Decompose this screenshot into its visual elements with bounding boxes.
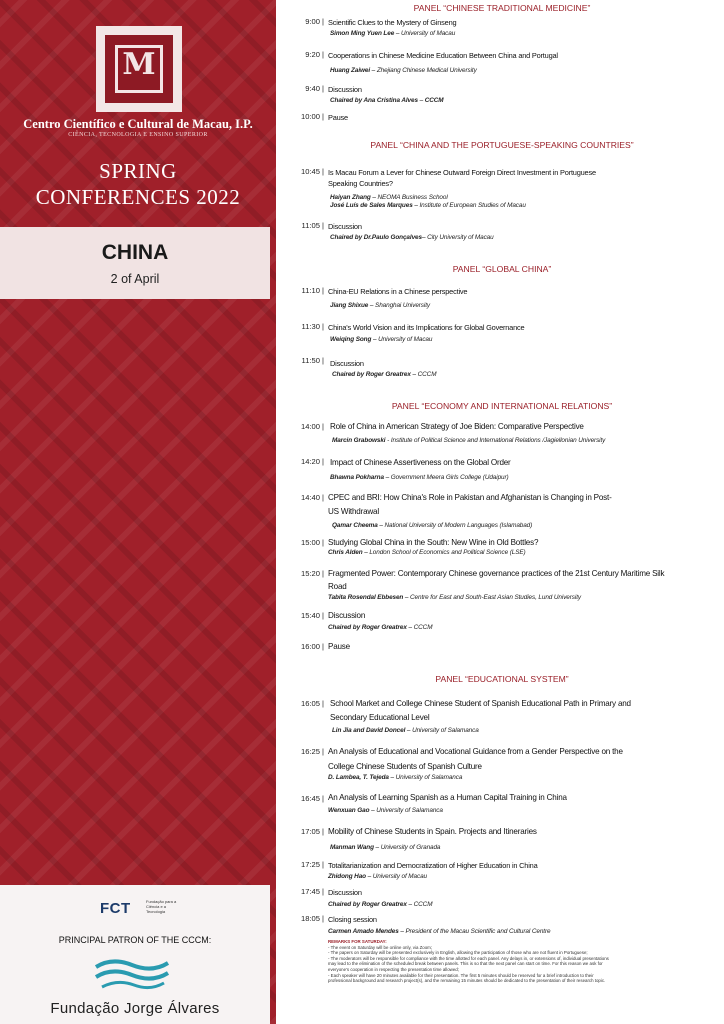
speaker-name: Huang Zaiwei — [330, 67, 370, 74]
session-chair: Chaired by Dr.Paulo Gonçalves– City University of Macau — [330, 234, 494, 241]
session-title: Discussion — [328, 85, 362, 94]
session-speaker: Haiyan Zhang – NEOMA Business School — [330, 194, 448, 201]
session-chair: Chaired by Roger Greatrex – CCCM — [332, 371, 437, 378]
speaker-affiliation: University of Salamanca — [395, 774, 463, 781]
session-speaker: Qamar Cheema – National University of Modern Languages (Islamabad) — [332, 522, 533, 529]
session-title-line1: CPEC and BRI: How China's Role in Pakistan and Afghanistan is Changing in Post- — [328, 493, 612, 502]
remarks-line: - The moderators will be responsible for compliance with the time allotted for each panel. Any delays in, or extensions of, individual presentations may lead to the elimination of the scheduled break between panels. This is so that the next panel can start on time. For this reason we ask for everyone's cooperation in respecting the presentation time allowed; — [328, 955, 609, 972]
speaker-affiliation: Shanghai University — [375, 302, 430, 309]
chair-name: Chaired by Roger Greatrex — [328, 901, 407, 908]
chair-name: Chaired by Ana Cristina Alves — [330, 97, 418, 104]
chair-affiliation: CCCM — [413, 901, 433, 908]
session-speaker: Bhawna Pokharna – Government Meera Girls College (Udaipur) — [330, 474, 509, 481]
session-speaker: Lin Jia and David Doncel – University of Salamanca — [332, 727, 479, 734]
session-chair: Chaired by Ana Cristina Alves – CCCM — [330, 97, 444, 104]
session-time: 9:20 — [305, 50, 320, 59]
session-title: Cooperations in Chinese Medicine Education Between China and Portugal — [328, 51, 558, 60]
programme: PANEL “CHINESE TRADITIONAL MEDICINE” 9:00 | Scientific Clues to the Mystery of Ginseng Simon Ming Yuen Lee – University of Macau 9:20 | Cooperations in Chinese Medicine Education Between China and Portugal Huang Zaiwei – Zhejiang Chinese Medical University 9:40 | Discussion Chaired by Ana Cristina Alves – CCCM 10:00 | Pause PANEL “CHINA AND THE PORTUGUESE-SPEAKING COUNTRIES” 10:45 | Is Macau Forum a Lever for Chinese Outward Foreign Direct Investment in Portuguese Speaking Countries? Haiyan Zhang – NEOMA Business School José Luís de Sales Marques – Institute of European Studies of Macau 11:05 | Discussion Chaired by Dr.Paulo Gonçalves– City University of Macau PANEL “GLOBAL CHINA” 11:10 | China-EU Relations in a Chinese perspective Jiang Shixue – Shanghai University 11:30 | China's World Vision and its Implications for Global Governance Weiqing Song – University of Macau 11:50 | Discussion Chaired by Roger Greatrex – CCCM PANEL “ECONOMY AND INTERNATIONAL RELATIONS” 14:00 | Role of China in American Strategy of Joe Biden: Comparative Perspective Marcin Grabowski - Institute of Political Science and International Relations /Jagiellonian University 14:20 | Impact of Chinese Assertiveness on the Global Order Bhawna Pokharna – Government Meera Girls College (Udaipur) 14:40 | CPEC and BRI: How China's Role in Pakistan and Afghanistan is Changing in Post- US Withdrawal Qamar Cheema – National University of Modern Languages (Islamabad) 15:00 | Studying Global China in the South: New Wine in Old Bottles? Chris Alden – London School of Economics and Political Science (LSE) 15:20 | Fragmented Power: Contemporary Chinese governance practices of the 21st Century Maritime Silk Road Tabita Rosendal Ebbesen – Centre for East and South-East Asian Studies, Lund University 15:40 | Discussion Chaired by Roger Greatrex – CCCM 16:00 | Pause PANEL “EDUCATIONAL SYSTEM” 16:05 | School Market and College Chinese Student of Spanish Educational Path in Primary and Secondary Educational Level Lin Jia and David Doncel – University of Salamanca 16:25 | An Analysis of Educational and Vocational Guidance from a Gender Perspective on the College Chinese Students of Spanish Culture D. Lambea, T. Tejeda – University of Salamanca 16:45 | An Analysis of Learning Spanish as a Human Capital Training in China Wenxuan Gao – University of Salamanca 17:05 | Mobility of Chinese Students in Spain. Projects and Itineraries Manman Wang – University of Granada 17:25 | Totalitarianization and Democratization of Higher Education in China Zhidong Hao – University of Macau 17:45 | Discussion Chaired by Roger Greatrex – CCCM 18:05 | Closing session Carmen Amado Mendes – President of the Macau Scientific and Cultural Centre REMARKS FOR SATURDAY: - The event on Saturday will be online only, via Zoom; - The papers on Saturday will be presented exclusively in English, allowing the participation of those who are not fluent in Portuguese; - The moderators will be responsible for compliance with the time allotted for each panel. Any delays in, or extensions of, individual presentations may lead to the elimination of the scheduled break between panels. This is so that the next panel can start on time. For this reason we ask for everyone's cooperation in respecting the presentation time allowed; - Each speaker will have 20 minutes available for their presentation. The first 5 minutes should be reserved for a brief introduction to their professional background and research project(s), and the remaining 15 minutes should be dedicated to the presentation of their research topic. — [280, 0, 724, 1024]
session-time: 11:10 — [301, 286, 320, 295]
session-title-line2: Speaking Countries? — [328, 179, 393, 188]
speaker-affiliation: University of Salamanca — [412, 727, 479, 734]
panel-title: PANEL “CHINESE TRADITIONAL MEDICINE” — [413, 3, 591, 13]
speaker-affiliation: Government Meera Girls College (Udaipur) — [390, 474, 509, 481]
session-speaker: Marcin Grabowski - Institute of Political Science and International Relations /Jagiellonian University — [332, 437, 606, 444]
panel-title: PANEL “EDUCATIONAL SYSTEM” — [435, 674, 569, 684]
speaker-name: Bhawna Pokharna — [330, 474, 384, 481]
session-time: 17:45 — [300, 887, 320, 896]
speaker-affiliation: National University of Modern Languages (Islamabad) — [384, 522, 533, 529]
session-time: 10:00 — [300, 112, 320, 121]
session-time: 16:00 — [300, 642, 320, 651]
speaker-name: Weiqing Song — [330, 336, 372, 343]
event-date: 2 of April — [110, 272, 160, 286]
speaker-affiliation: London School of Economics and Political Science (LSE) — [369, 549, 526, 556]
session-time: 11:05 — [301, 221, 320, 230]
session-title-line2: Road — [328, 582, 347, 591]
session-title-line2: Secondary Educational Level — [330, 713, 430, 722]
cccm-logo — [96, 26, 182, 112]
session-time: 11:50 — [301, 356, 320, 365]
session-title: Closing session — [328, 915, 377, 924]
topic-title: CHINA — [101, 241, 169, 264]
session-time: 9:00 — [305, 17, 320, 26]
session-title: Pause — [328, 113, 348, 122]
event-title — [0, 158, 276, 210]
speaker-name: Tabita Rosendal Ebbesen — [328, 594, 404, 601]
speaker-affiliation: University of Granada — [380, 844, 441, 851]
speaker-affiliation: President of the Macau Scientific and Cultural Centre — [405, 928, 551, 935]
speaker-name: Haiyan Zhang — [330, 194, 371, 201]
session-title: China's World Vision and its Implications for Global Governance — [328, 323, 525, 332]
remarks-line: - The papers on Saturday will be presented exclusively in English, allowing the participation of those who are not fluent in Portuguese; — [328, 950, 588, 956]
session-title: Pause — [328, 642, 350, 651]
fct-logo-text: Fundação para a Ciência e a Tecnologia — [146, 899, 177, 914]
sidebar — [0, 0, 276, 1024]
speaker-name: D. Lambea, T. Tejeda — [328, 774, 389, 781]
session-speaker: Wenxuan Gao – University of Salamanca — [328, 807, 443, 814]
speaker-affiliation: University of Macau — [378, 336, 433, 343]
speaker-name: Marcin Grabowski — [332, 437, 386, 444]
session-title-line1: School Market and College Chinese Student of Spanish Educational Path in Primary and — [330, 699, 631, 708]
panel-title: PANEL “CHINA AND THE PORTUGUESE-SPEAKING COUNTRIES” — [370, 140, 634, 150]
session-speaker: José Luís de Sales Marques – Institute of European Studies of Macau — [330, 202, 526, 209]
panel-title: PANEL “ECONOMY AND INTERNATIONAL RELATIONS” — [391, 401, 613, 411]
chair-affiliation: CCCM — [413, 624, 433, 631]
speaker-name: Wenxuan Gao — [328, 807, 370, 814]
org-subtitle: CIÊNCIA, TECNOLOGIA E ENSINO SUPERIOR — [68, 132, 208, 138]
session-speaker: Zhidong Hao – University of Macau — [328, 873, 427, 880]
session-title-line2: College Chinese Students of Spanish Culture — [328, 762, 482, 771]
chair-name: Chaired by Dr.Paulo Gonçalves — [330, 234, 422, 241]
session-speaker: Weiqing Song – University of Macau — [330, 336, 433, 343]
chair-name: Chaired by Roger Greatrex — [328, 624, 407, 631]
session-time: 15:20 — [300, 569, 320, 578]
patron-name: Fundação Jorge Álvares — [50, 1000, 220, 1017]
session-title: Discussion — [328, 611, 366, 620]
session-speaker: Manman Wang – University of Granada — [330, 844, 441, 851]
speaker-affiliation: Institute of Political Science and International Relations /Jagiellonian University — [390, 437, 606, 444]
session-title: Discussion — [328, 222, 362, 231]
session-speaker: Carmen Amado Mendes – President of the Macau Scientific and Cultural Centre — [328, 928, 551, 935]
remarks-block — [328, 939, 618, 984]
session-title: An Analysis of Learning Spanish as a Human Capital Training in China — [328, 793, 567, 802]
session-speaker: D. Lambea, T. Tejeda – University of Salamanca — [328, 774, 463, 781]
session-time: 16:45 — [300, 794, 320, 803]
session-time: 15:00 — [300, 538, 320, 547]
session-time: 14:00 — [300, 422, 320, 431]
speaker-name: Manman Wang — [330, 844, 374, 851]
panel-title: PANEL “GLOBAL CHINA” — [452, 264, 552, 274]
session-title: Mobility of Chinese Students in Spain. Projects and Itineraries — [328, 827, 537, 836]
org-name: Centro Científico e Cultural de Macau, I.P. — [23, 117, 253, 131]
speaker-name: Zhidong Hao — [328, 873, 366, 880]
session-title-line1: Fragmented Power: Contemporary Chinese governance practices of the 21st Century Maritime Silk — [328, 569, 665, 578]
session-title: Studying Global China in the South: New Wine in Old Bottles? — [328, 538, 539, 547]
fct-logo: FCT — [100, 900, 131, 917]
session-speaker: Tabita Rosendal Ebbesen – Centre for East and South-East Asian Studies, Lund University — [328, 594, 581, 601]
logo-letter: M — [122, 47, 156, 82]
session-time: 16:05 — [300, 699, 320, 708]
session-speaker: Chris Alden – London School of Economics and Political Science (LSE) — [328, 549, 526, 556]
remarks-heading: REMARKS FOR SATURDAY: — [328, 939, 387, 944]
speaker-affiliation: University of Macau — [372, 873, 427, 880]
patron-label: PRINCIPAL PATRON OF THE CCCM: — [58, 935, 212, 945]
chair-affiliation: CCCM — [424, 97, 444, 104]
speaker-name: Lin Jia and David Doncel — [332, 727, 406, 734]
session-title: China-EU Relations in a Chinese perspective — [328, 287, 468, 296]
session-time: 16:25 — [300, 747, 320, 756]
chair-affiliation: City University of Macau — [427, 234, 494, 241]
remarks-line: - Each speaker will have 20 minutes available for their presentation. The first 5 minutes should be reserved for a brief introduction to their professional background and research project(s), and the remaining 15 minutes should be dedicated to the presentation of their research topic. — [328, 972, 606, 984]
speaker-name: Jiang Shixue — [330, 302, 369, 309]
session-time: 18:05 — [300, 914, 320, 923]
speaker-name: Chris Alden — [328, 549, 363, 556]
session-time: 10:45 — [300, 167, 320, 176]
event-title-line2: CONFERENCES 2022 — [35, 185, 241, 209]
event-title-line1: SPRING — [99, 159, 177, 183]
session-title: Totalitarianization and Democratization of Higher Education in China — [328, 861, 538, 870]
session-time: 11:30 — [301, 322, 320, 331]
session-title: Role of China in American Strategy of Joe Biden: Comparative Perspective — [330, 422, 584, 431]
session-time: 9:40 — [305, 84, 320, 93]
speaker-name: Carmen Amado Mendes — [328, 928, 399, 935]
session-title: Impact of Chinese Assertiveness on the Global Order — [330, 458, 511, 467]
speaker-name: José Luís de Sales Marques — [330, 202, 413, 209]
session-time: 14:20 — [300, 457, 320, 466]
speaker-affiliation: Institute of European Studies of Macau — [419, 202, 526, 209]
speaker-name: Qamar Cheema — [332, 522, 378, 529]
session-title-line1: Is Macau Forum a Lever for Chinese Outward Foreign Direct Investment in Portuguese — [328, 168, 596, 177]
speaker-name: Simon Ming Yuen Lee — [330, 30, 395, 37]
chair-name: Chaired by Roger Greatrex — [332, 371, 411, 378]
session-speaker: Jiang Shixue – Shanghai University — [330, 302, 430, 309]
session-title-line2: US Withdrawal — [328, 507, 379, 516]
session-time: 15:40 — [300, 611, 320, 620]
chair-affiliation: CCCM — [417, 371, 437, 378]
session-time: 17:25 — [300, 860, 320, 869]
speaker-affiliation: University of Salamanca — [376, 807, 443, 814]
session-time: 17:05 — [300, 827, 320, 836]
remarks-line: - The event on Saturday will be online only, via Zoom; — [328, 944, 433, 950]
session-title: Discussion — [330, 359, 364, 368]
speaker-affiliation: Centre for East and South-East Asian Studies, Lund University — [410, 594, 581, 601]
fja-waves-icon — [92, 955, 172, 993]
session-speaker: Huang Zaiwei – Zhejiang Chinese Medical University — [330, 67, 477, 74]
session-chair: Chaired by Roger Greatrex – CCCM — [328, 901, 433, 908]
speaker-affiliation: Zhejiang Chinese Medical University — [376, 67, 477, 74]
speaker-affiliation: University of Macau — [400, 30, 456, 37]
session-time: 14:40 — [300, 493, 320, 502]
session-chair: Chaired by Roger Greatrex – CCCM — [328, 624, 433, 631]
session-title: Discussion — [328, 888, 362, 897]
session-title: Scientific Clues to the Mystery of Ginseng — [328, 18, 457, 27]
session-title-line1: An Analysis of Educational and Vocational Guidance from a Gender Perspective on the — [328, 747, 623, 756]
session-speaker: Simon Ming Yuen Lee – University of Macau — [330, 30, 456, 37]
speaker-affiliation: NEOMA Business School — [377, 194, 448, 201]
